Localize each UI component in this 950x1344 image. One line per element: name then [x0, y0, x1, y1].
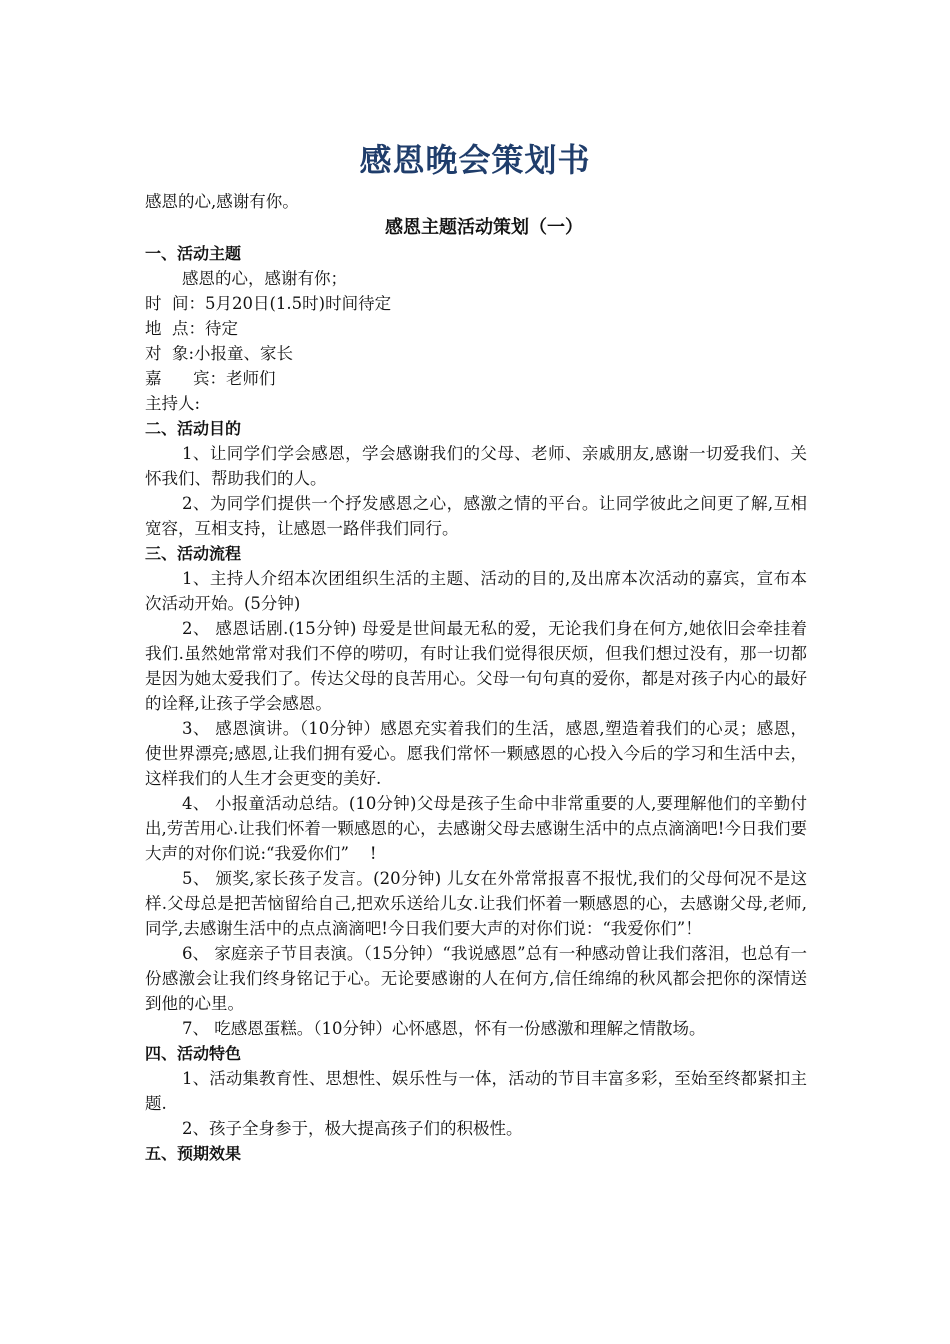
section-heading-process: 三、活动流程: [145, 544, 242, 563]
intro-text: 感恩的心,感谢有你。: [145, 192, 299, 211]
time-text: 时 间：5月20日(1.5时)时间待定: [145, 294, 392, 313]
guests-text: 嘉 宾：老师们: [145, 369, 276, 388]
process-item-4: 4、 小报童活动总结。(10分钟)父母是孩子生命中非常重要的人,要理解他们的辛勤付出,劳苦用心.让我们怀着一颗感恩的心，去感谢父母去感谢生活中的点点滴滴吧!今日我们要大声的对你们说:“我爱你们” !: [145, 794, 807, 863]
purpose-item-1: 1、让同学们学会感恩，学会感谢我们的父母、老师、亲戚朋友,感谢一切爱我们、关怀我们、帮助我们的人。: [145, 444, 807, 488]
section-heading-features: 四、活动特色: [145, 1044, 242, 1063]
process-item-6: 6、 家庭亲子节目表演。（15分钟）“我说感恩”总有一种感动曾让我们落泪，也总有一份感激会让我们终身铭记于心。无论要感谢的人在何方,信任绵绵的秋风都会把你的深情送到他的心里。: [145, 944, 807, 1013]
section-heading-purpose: 二、活动目的: [145, 419, 242, 438]
section-subtitle: 感恩主题活动策划（一）: [385, 217, 583, 238]
document-body: [145, 189, 807, 1166]
process-item-5: 5、 颁奖,家长孩子发言。(20分钟) 儿女在外常常报喜不报忧,我们的父母何况不是这样.父母总是把苦恼留给自己,把欢乐送给儿女.让我们怀着一颗感恩的心，去感谢父母,老师,同学,去感谢生活中的点点滴滴吧!今日我们要大声的对你们说：“我爱你们”！: [145, 869, 807, 938]
audience-text: 对 象:小报童、家长: [145, 344, 294, 363]
process-item-7: 7、 吃感恩蛋糕。（10分钟）心怀感恩，怀有一份感激和理解之情散场。: [182, 1019, 706, 1038]
place-text: 地 点：待定: [145, 319, 238, 338]
process-item-3: 3、 感恩演讲。（10分钟）感恩充实着我们的生活，感恩,塑造着我们的心灵；感恩，使世界漂亮;感恩,让我们拥有爱心。愿我们常怀一颗感恩的心投入今后的学习和生活中去，这样我们的人生才会更变的美好.: [145, 719, 807, 788]
theme-text: 感恩的心，感谢有你；: [182, 269, 347, 288]
process-item-1: 1、主持人介绍本次团组织生活的主题、活动的目的,及出席本次活动的嘉宾，宣布本次活动开始。(5分钟): [145, 569, 807, 613]
section-heading-effects: 五、预期效果: [145, 1144, 242, 1163]
features-item-1: 1、活动集教育性、思想性、娱乐性与一体，活动的节目丰富多彩，至始至终都紧扣主题.: [145, 1069, 807, 1113]
purpose-item-2: 2、为同学们提供一个抒发感恩之心，感激之情的平台。让同学彼此之间更了解,互相宽容，互相支持，让感恩一路伴我们同行。: [145, 494, 807, 538]
host-text: 主持人:: [145, 394, 201, 413]
document-title: 感恩晚会策划书: [359, 141, 591, 179]
process-item-2: 2、 感恩话剧.(15分钟) 母爱是世间最无私的爱，无论我们身在何方,她依旧会牵挂着我们.虽然她常常对我们不停的唠叨，有时让我们觉得很厌烦，但我们想过没有，那一切都是因为她太爱我们了。传达父母的良苦用心。父母一句句真的爱你，都是对孩子内心的最好的诠释,让孩子学会感恩。: [145, 619, 807, 713]
features-item-2: 2、孩子全身参于，极大提高孩子们的积极性。: [182, 1119, 523, 1138]
section-heading-theme: 一、活动主题: [145, 244, 242, 263]
